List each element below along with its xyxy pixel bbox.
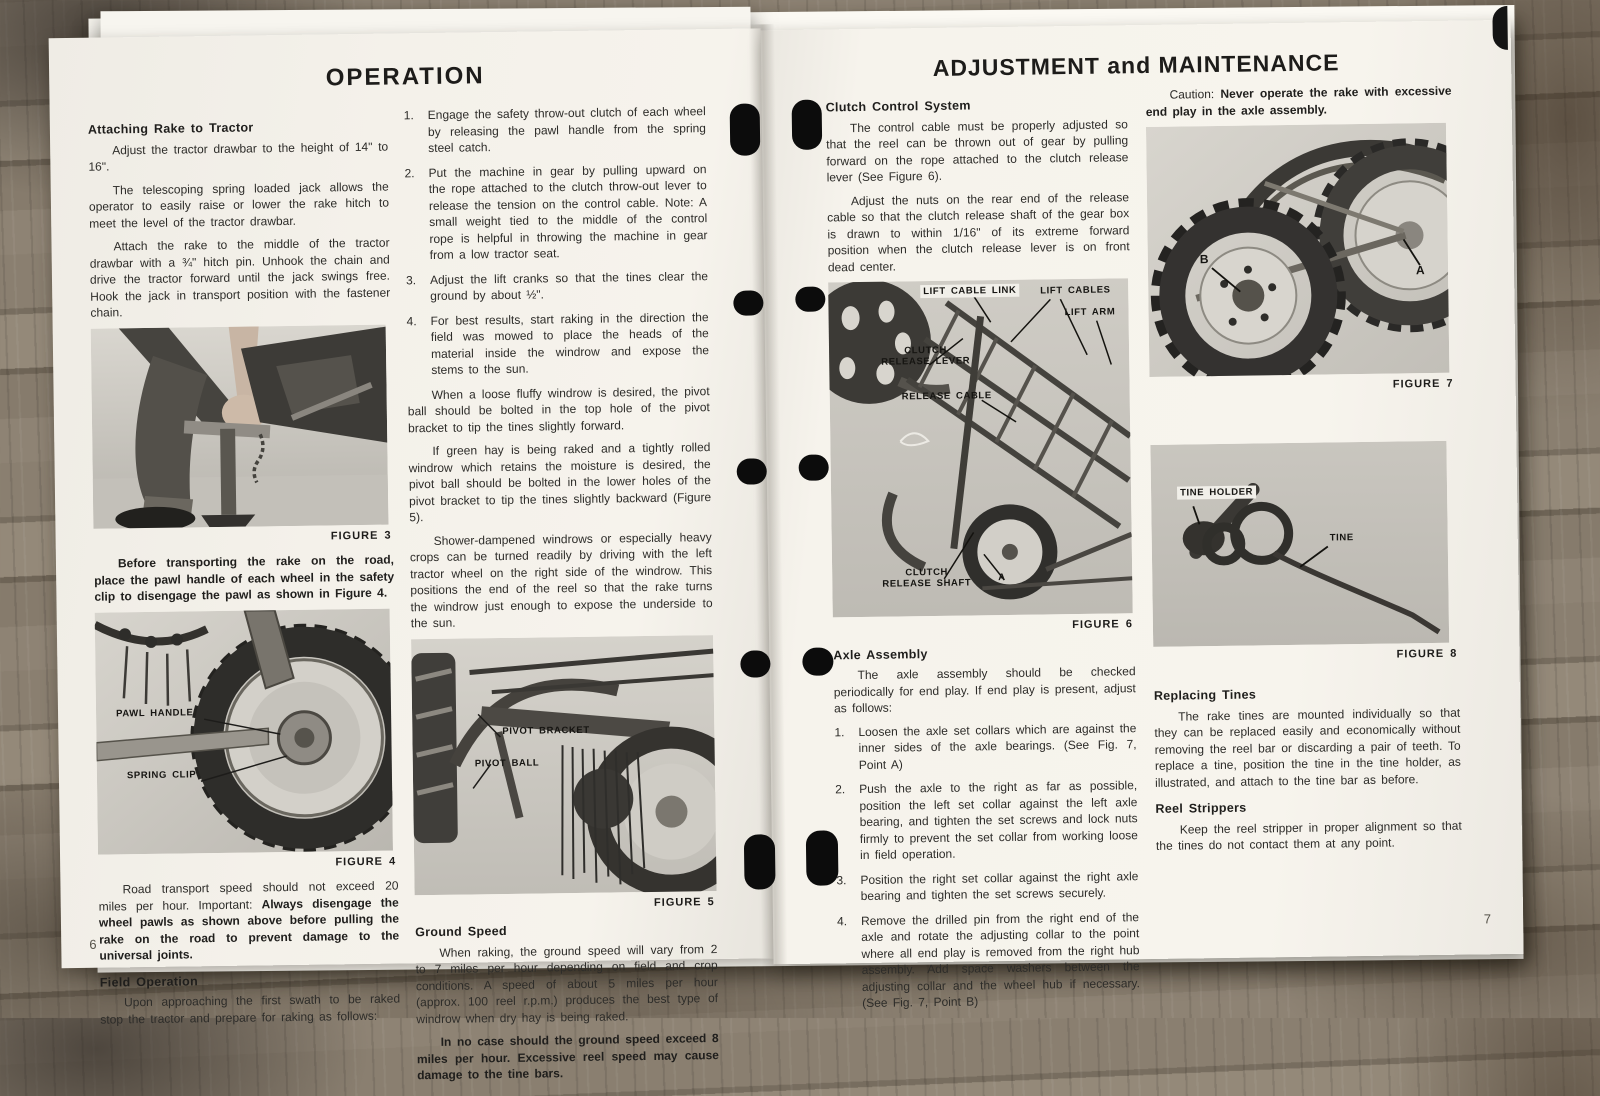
paragraph: When a loose fluffy windrow is desired, the pivot ball should be bolted in the top hole of the pivot bracket to tip the tines slightly forward.: [407, 383, 710, 435]
figure-8-label-tine: TINE: [1329, 531, 1354, 543]
figure-6-label-clutch-release-shaft: CLUTCH RELEASE SHAFT: [882, 566, 972, 590]
figure-6-caption: FIGURE 6: [1072, 618, 1133, 632]
punch-hole: [737, 458, 767, 484]
paragraph: Attach the rake to the middle of the tractor drawbar with a ¾" hitch pin. Unhook the chain and drive the tractor forward until the jack swings free. Hook the jack in transport position with the fastener chain.: [89, 235, 391, 320]
paragraph: Upon approaching the first swath to be raked stop the tractor and prepare for raking as follows:: [100, 991, 401, 1027]
punch-hole: [792, 100, 823, 150]
figure-5-photo: [411, 635, 717, 895]
figure-4-label-pawl-handle: PAWL HANDLE: [115, 706, 194, 719]
paragraph-road-transport: [98, 877, 399, 964]
section-heading-reel-strippers: Reel Strippers: [1155, 800, 1247, 816]
adjustment-step: 2. Push the axle to the right as far as possible, position the left set collar against the left axle bearing, and tighten the set screws and lock nuts firmly to prevent the set collar from working loose in field operation.: [835, 778, 1138, 863]
adjustment-step: 4. Remove the drilled pin from the right end of the axle and rotate the adjusting collar to the point where all end play is removed from the right hub assembly. Add space washers between the adjusting collar and the wheel hub if necessary. (See Fig. 7, Point B): [836, 909, 1141, 1011]
page-number-6: 6: [89, 936, 97, 952]
open-manual-book: [48, 0, 1529, 1083]
figure-6-label-lift-arm: LIFT ARM: [1064, 306, 1116, 319]
section-heading-ground-speed: Ground Speed: [415, 923, 507, 940]
figure-7-point-b: B: [1199, 252, 1210, 267]
paragraph-bold-ground-speed: In no case should the ground speed exceed 8 miles per hour. Excessive reel speed may cause damage to the tine bars.: [416, 1031, 719, 1083]
ink-mark-page-edge: [1492, 6, 1508, 50]
page-title-adjustment: ADJUSTMENT and MAINTENANCE: [932, 49, 1340, 81]
paragraph: The axle assembly should be checked periodically for end play. If end play is present, adjust as follows:: [833, 664, 1136, 716]
page-title-operation: OPERATION: [325, 62, 485, 92]
operation-step: 3. Adjust the lift cranks so that the tines clear the ground by about ½".: [405, 268, 709, 303]
paragraph-caution: Caution: Never operate the rake with excessive end play in the axle assembly.: [1145, 83, 1452, 119]
left-page-column-1: [88, 118, 401, 1035]
adjustment-step: 1. Loosen the axle set collars which are against the inner sides of the axle bearings. (See Fig. 7, Point A): [834, 720, 1137, 772]
punch-hole: [806, 830, 839, 885]
figure-4-label-spring-clip: SPRING CLIP: [126, 768, 197, 781]
right-page-column-1: [826, 95, 1141, 1020]
paragraph: The control cable must be properly adjusted so that the reel can be thrown out of gear by pulling forward on the rope attached to the clutch release lever (See Figure 6).: [826, 116, 1129, 185]
punch-hole: [802, 647, 833, 675]
figure-6-label-lift-cables: LIFT CABLES: [1040, 284, 1111, 297]
operation-step: 2. Put the machine in gear by pulling upward on the rope attached to the clutch throw-out lever to release the tension on the control cable. Note: A small weight tied to the middle of the control rope is helpful in throwing the machine in gear from a low tractor seat.: [404, 161, 708, 262]
punch-hole: [740, 650, 770, 677]
section-heading-clutch-control: Clutch Control System: [825, 98, 971, 115]
figure-8-caption: FIGURE 8: [1396, 647, 1458, 661]
figure-7-point-a: A: [1415, 263, 1426, 278]
paragraph: Adjust the tractor drawbar to the height of 14" to 16".: [88, 139, 389, 174]
left-page-column-2: [404, 103, 720, 1091]
figure-5-caption: FIGURE 5: [653, 895, 715, 909]
figure-6-photo: [828, 278, 1135, 617]
paragraph: Keep the reel stripper in proper alignment so that the tines do not contact them at any point.: [1155, 818, 1462, 853]
figure-3-caption: FIGURE 3: [330, 529, 392, 542]
paragraph: The telescoping spring loaded jack allows the operator to easily raise or lower the rake hitch to meet the level of the tractor drawbar.: [88, 179, 390, 231]
road-transport-bold: Always disengage the wheel pawls as shown above before pulling the rake on the road to prevent damage to the universal joints.: [98, 894, 400, 963]
section-heading-attaching: Attaching Rake to Tractor: [87, 120, 254, 137]
figure-4-photo: [95, 608, 398, 854]
right-page-column-2: [1145, 83, 1462, 862]
punch-hole: [795, 286, 825, 311]
paragraph: Shower-dampened windrows or especially heavy crops can be turned readily by driving with the left tractor wheel on the right side of the windrow. This positions the end of the reel so that the rake turns the windrow just enough to expose the underside to the sun.: [409, 529, 713, 631]
figure-3-photo: [91, 324, 394, 528]
figure-6-label-clutch-release-lever: CLUTCH RELEASE LEVER: [881, 344, 971, 368]
figure-6-point-a: A: [998, 571, 1006, 584]
figure-6-label-lift-cable-link: LIFT CABLE LINK: [920, 284, 1019, 298]
paragraph: If green hay is being raked and a tightly rolled windrow which retains the moisture is desired, the pivot ball should be bolted in the lower holes of the pivot bracket to tip the tines slightly backward (Figure 5).: [408, 440, 712, 525]
section-heading-axle-assembly: Axle Assembly: [833, 646, 928, 662]
figure-4-caption: FIGURE 4: [335, 855, 397, 868]
punch-hole: [730, 103, 761, 155]
operation-step: 1. Engage the safety throw-out clutch of each wheel by releasing the pawl handle from the spring steel catch.: [403, 104, 707, 156]
punch-hole: [733, 290, 763, 315]
manual-page-left: [49, 28, 774, 1083]
figure-5-label-pivot-ball: PIVOT BALL: [474, 757, 540, 769]
figure-6-label-release-cable: RELEASE CABLE: [901, 390, 992, 403]
paragraph: Adjust the nuts on the rear end of the release cable so that the clutch release shaft of the gear box is drawn to within 1/16" of its extreme forward position when the clutch release lever is on front dead center.: [827, 189, 1130, 274]
paragraph-bold-before-transporting: Before transporting the rake on the road, place the pawl handle of each wheel in the safety clip to disengage the pawl as shown in Figure 4.: [94, 552, 395, 604]
operation-step: 4. For best results, start raking in the direction the field was mowed to place the heads of the material inside the windrow and expose the stems to the sun.: [406, 309, 710, 377]
section-heading-replacing-tines: Replacing Tines: [1153, 687, 1257, 703]
figure-8-photo: [1150, 440, 1459, 646]
section-heading-field-operation: Field Operation: [99, 973, 199, 990]
road-transport-normal: Road transport speed should not exceed 20 miles per hour. Important:: [98, 878, 399, 914]
figure-7-caption: FIGURE 7: [1392, 377, 1454, 391]
figure-7-photo: [1146, 123, 1455, 377]
page-number-7: 7: [1483, 911, 1492, 927]
manual-page-right: [761, 20, 1524, 1011]
punch-hole: [799, 454, 829, 480]
paragraph: When raking, the ground speed will vary from 2 to 7 miles per hour depending on field and crop conditions. A speed of about 5 miles per hour (approx. 100 reel r.p.m.) produces the best type of windrow when dry hay is being raked.: [415, 941, 719, 1026]
punch-hole: [744, 834, 776, 889]
figure-8-label-tine-holder: TINE HOLDER: [1177, 485, 1256, 499]
adjustment-step: 3. Position the right set collar against the right axle bearing and tighten the set screws securely.: [836, 868, 1139, 904]
paragraph: The rake tines are mounted individually so that they can be replaced easily and economically without removing the reel bar or discarding a pair of teeth. To replace a tine, position the tine in the tine holder, as illustrated, and attach to the tine bar as before.: [1154, 705, 1461, 790]
figure-5-label-pivot-bracket: PIVOT BRACKET: [502, 724, 590, 737]
